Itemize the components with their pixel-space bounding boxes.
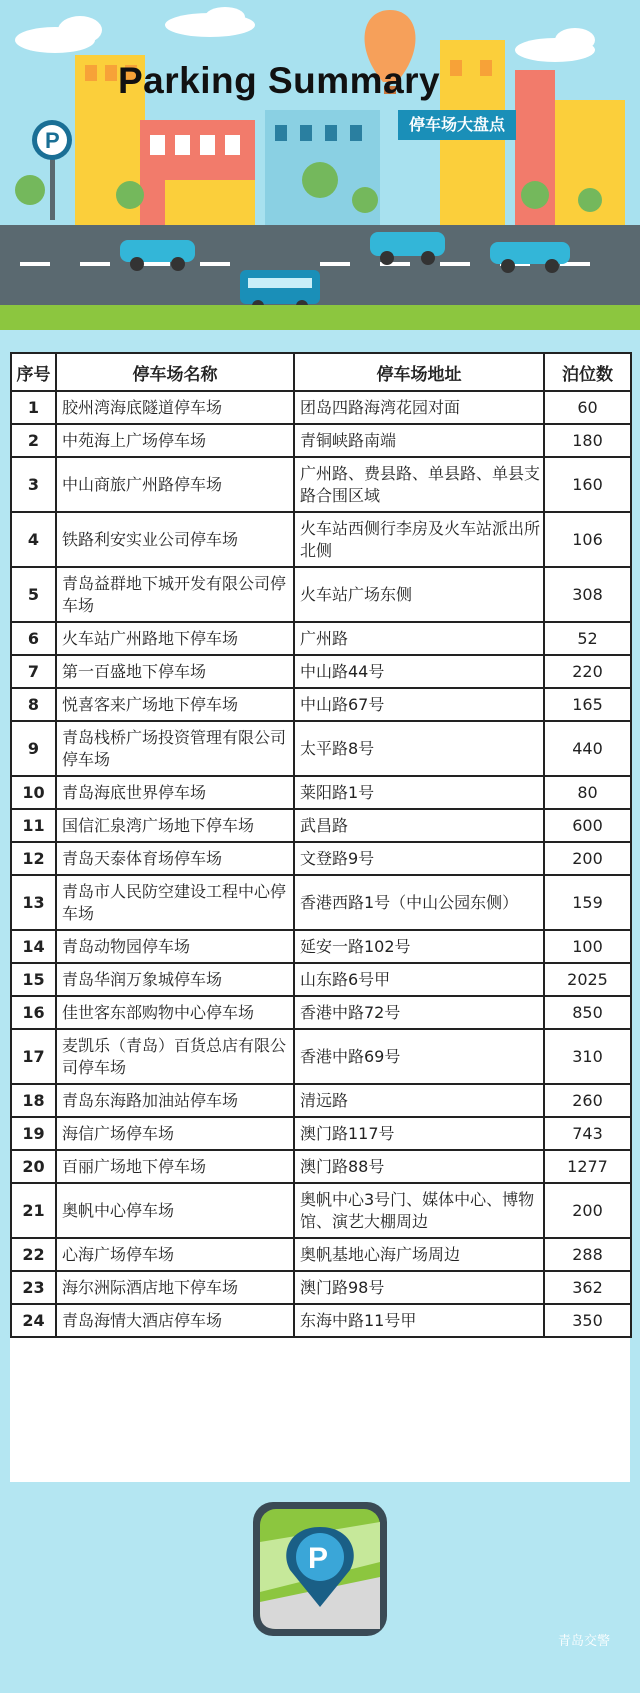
parking-address: 山东路6号甲 [294, 963, 544, 996]
parking-spots: 165 [544, 688, 631, 721]
header-illustration [0, 0, 640, 330]
row-index: 11 [11, 809, 56, 842]
parking-address: 火车站广场东侧 [294, 567, 544, 622]
parking-spots: 106 [544, 512, 631, 567]
row-index: 8 [11, 688, 56, 721]
row-index: 2 [11, 424, 56, 457]
parking-spots: 60 [544, 391, 631, 424]
parking-spots: 260 [544, 1084, 631, 1117]
parking-spots: 288 [544, 1238, 631, 1271]
col-header-name: 停车场名称 [56, 353, 294, 391]
row-index: 16 [11, 996, 56, 1029]
parking-spots: 52 [544, 622, 631, 655]
parking-address: 中山路67号 [294, 688, 544, 721]
grass [0, 305, 640, 330]
parking-spots: 308 [544, 567, 631, 622]
parking-address: 太平路8号 [294, 721, 544, 776]
parking-name: 百丽广场地下停车场 [56, 1150, 294, 1183]
row-index: 7 [11, 655, 56, 688]
table-row [11, 721, 631, 776]
parking-address: 奥帆中心3号门、媒体中心、博物馆、演艺大棚周边 [294, 1183, 544, 1238]
row-index: 1 [11, 391, 56, 424]
row-index: 20 [11, 1150, 56, 1183]
parking-name: 青岛华润万象城停车场 [56, 963, 294, 996]
parking-table-container [10, 352, 630, 1482]
row-index: 4 [11, 512, 56, 567]
row-index: 6 [11, 622, 56, 655]
parking-name: 海尔洲际酒店地下停车场 [56, 1271, 294, 1304]
city-scene [0, 0, 640, 330]
page-title-cn: 停车场大盘点 [398, 110, 516, 140]
parking-spots: 600 [544, 809, 631, 842]
parking-spots: 80 [544, 776, 631, 809]
footer-illustration [0, 1482, 640, 1689]
parking-spots: 220 [544, 655, 631, 688]
parking-address: 文登路9号 [294, 842, 544, 875]
parking-address: 广州路 [294, 622, 544, 655]
table-row [11, 1304, 631, 1337]
parking-address: 武昌路 [294, 809, 544, 842]
parking-spots: 200 [544, 1183, 631, 1238]
row-index: 12 [11, 842, 56, 875]
col-header-index: 序号 [11, 353, 56, 391]
parking-spots: 160 [544, 457, 631, 512]
parking-address: 清远路 [294, 1084, 544, 1117]
row-index: 17 [11, 1029, 56, 1084]
table-row [11, 809, 631, 842]
parking-name: 胶州湾海底隧道停车场 [56, 391, 294, 424]
col-header-address: 停车场地址 [294, 353, 544, 391]
row-index: 18 [11, 1084, 56, 1117]
parking-spots: 159 [544, 875, 631, 930]
row-index: 15 [11, 963, 56, 996]
table-row [11, 1117, 631, 1150]
parking-address: 香港中路69号 [294, 1029, 544, 1084]
parking-name: 悦喜客来广场地下停车场 [56, 688, 294, 721]
parking-name: 青岛益群地下城开发有限公司停车场 [56, 567, 294, 622]
page-title-en: Parking Summary [118, 60, 441, 101]
parking-name: 青岛栈桥广场投资管理有限公司停车场 [56, 721, 294, 776]
table-row [11, 688, 631, 721]
row-index: 10 [11, 776, 56, 809]
parking-name: 海信广场停车场 [56, 1117, 294, 1150]
row-index: 22 [11, 1238, 56, 1271]
parking-spots: 180 [544, 424, 631, 457]
table-row [11, 1183, 631, 1238]
row-index: 5 [11, 567, 56, 622]
table-row [11, 1238, 631, 1271]
parking-address: 团岛四路海湾花园对面 [294, 391, 544, 424]
table-row [11, 875, 631, 930]
row-index: 19 [11, 1117, 56, 1150]
parking-spots: 310 [544, 1029, 631, 1084]
table-row [11, 391, 631, 424]
parking-address: 香港中路72号 [294, 996, 544, 1029]
row-index: 13 [11, 875, 56, 930]
table-row [11, 963, 631, 996]
parking-spots: 200 [544, 842, 631, 875]
parking-spots: 100 [544, 930, 631, 963]
parking-address: 莱阳路1号 [294, 776, 544, 809]
watermark-label: 青岛交警 [557, 1634, 610, 1649]
table-row [11, 567, 631, 622]
parking-name: 中山商旅广州路停车场 [56, 457, 294, 512]
table-row [11, 1084, 631, 1117]
parking-name: 青岛东海路加油站停车场 [56, 1084, 294, 1117]
parking-name: 青岛动物园停车场 [56, 930, 294, 963]
parking-address: 火车站西侧行李房及火车站派出所北侧 [294, 512, 544, 567]
row-index: 21 [11, 1183, 56, 1238]
table-row [11, 930, 631, 963]
table-header-row [11, 353, 631, 391]
parking-spots: 1277 [544, 1150, 631, 1183]
table-row [11, 457, 631, 512]
table-body [11, 391, 631, 1337]
parking-address: 延安一路102号 [294, 930, 544, 963]
table-row [11, 1150, 631, 1183]
parking-address: 澳门路88号 [294, 1150, 544, 1183]
parking-name: 奥帆中心停车场 [56, 1183, 294, 1238]
parking-spots: 350 [544, 1304, 631, 1337]
parking-name: 中苑海上广场停车场 [56, 424, 294, 457]
parking-spots: 440 [544, 721, 631, 776]
parking-app-icon [0, 1482, 640, 1689]
parking-spots: 850 [544, 996, 631, 1029]
parking-name: 铁路利安实业公司停车场 [56, 512, 294, 567]
row-index: 23 [11, 1271, 56, 1304]
clouds [15, 7, 595, 62]
parking-name: 青岛天泰体育场停车场 [56, 842, 294, 875]
table-row [11, 776, 631, 809]
parking-address: 香港西路1号（中山公园东侧） [294, 875, 544, 930]
parking-p-glyph: P [308, 1542, 329, 1575]
parking-address: 广州路、费县路、单县路、单县支路合围区域 [294, 457, 544, 512]
parking-name: 青岛市人民防空建设工程中心停车场 [56, 875, 294, 930]
parking-address: 奥帆基地心海广场周边 [294, 1238, 544, 1271]
svg-text:P: P [45, 128, 60, 153]
parking-spots: 2025 [544, 963, 631, 996]
table-row [11, 424, 631, 457]
parking-table [10, 352, 632, 1338]
table-row [11, 996, 631, 1029]
parking-spots: 743 [544, 1117, 631, 1150]
parking-name: 火车站广州路地下停车场 [56, 622, 294, 655]
parking-address: 澳门路98号 [294, 1271, 544, 1304]
parking-spots: 362 [544, 1271, 631, 1304]
parking-name: 国信汇泉湾广场地下停车场 [56, 809, 294, 842]
parking-name: 佳世客东部购物中心停车场 [56, 996, 294, 1029]
table-row [11, 842, 631, 875]
col-header-spots: 泊位数 [544, 353, 631, 391]
row-index: 3 [11, 457, 56, 512]
table-row [11, 1271, 631, 1304]
parking-name: 青岛海情大酒店停车场 [56, 1304, 294, 1337]
row-index: 14 [11, 930, 56, 963]
parking-address: 东海中路11号甲 [294, 1304, 544, 1337]
parking-address: 中山路44号 [294, 655, 544, 688]
parking-address: 澳门路117号 [294, 1117, 544, 1150]
parking-sign-icon [32, 120, 72, 220]
table-row [11, 1029, 631, 1084]
table-row [11, 655, 631, 688]
parking-name: 麦凯乐（青岛）百货总店有限公司停车场 [56, 1029, 294, 1084]
parking-name: 第一百盛地下停车场 [56, 655, 294, 688]
row-index: 24 [11, 1304, 56, 1337]
table-row [11, 512, 631, 567]
row-index: 9 [11, 721, 56, 776]
table-row [11, 622, 631, 655]
parking-address: 青铜峡路南端 [294, 424, 544, 457]
parking-name: 青岛海底世界停车场 [56, 776, 294, 809]
parking-name: 心海广场停车场 [56, 1238, 294, 1271]
